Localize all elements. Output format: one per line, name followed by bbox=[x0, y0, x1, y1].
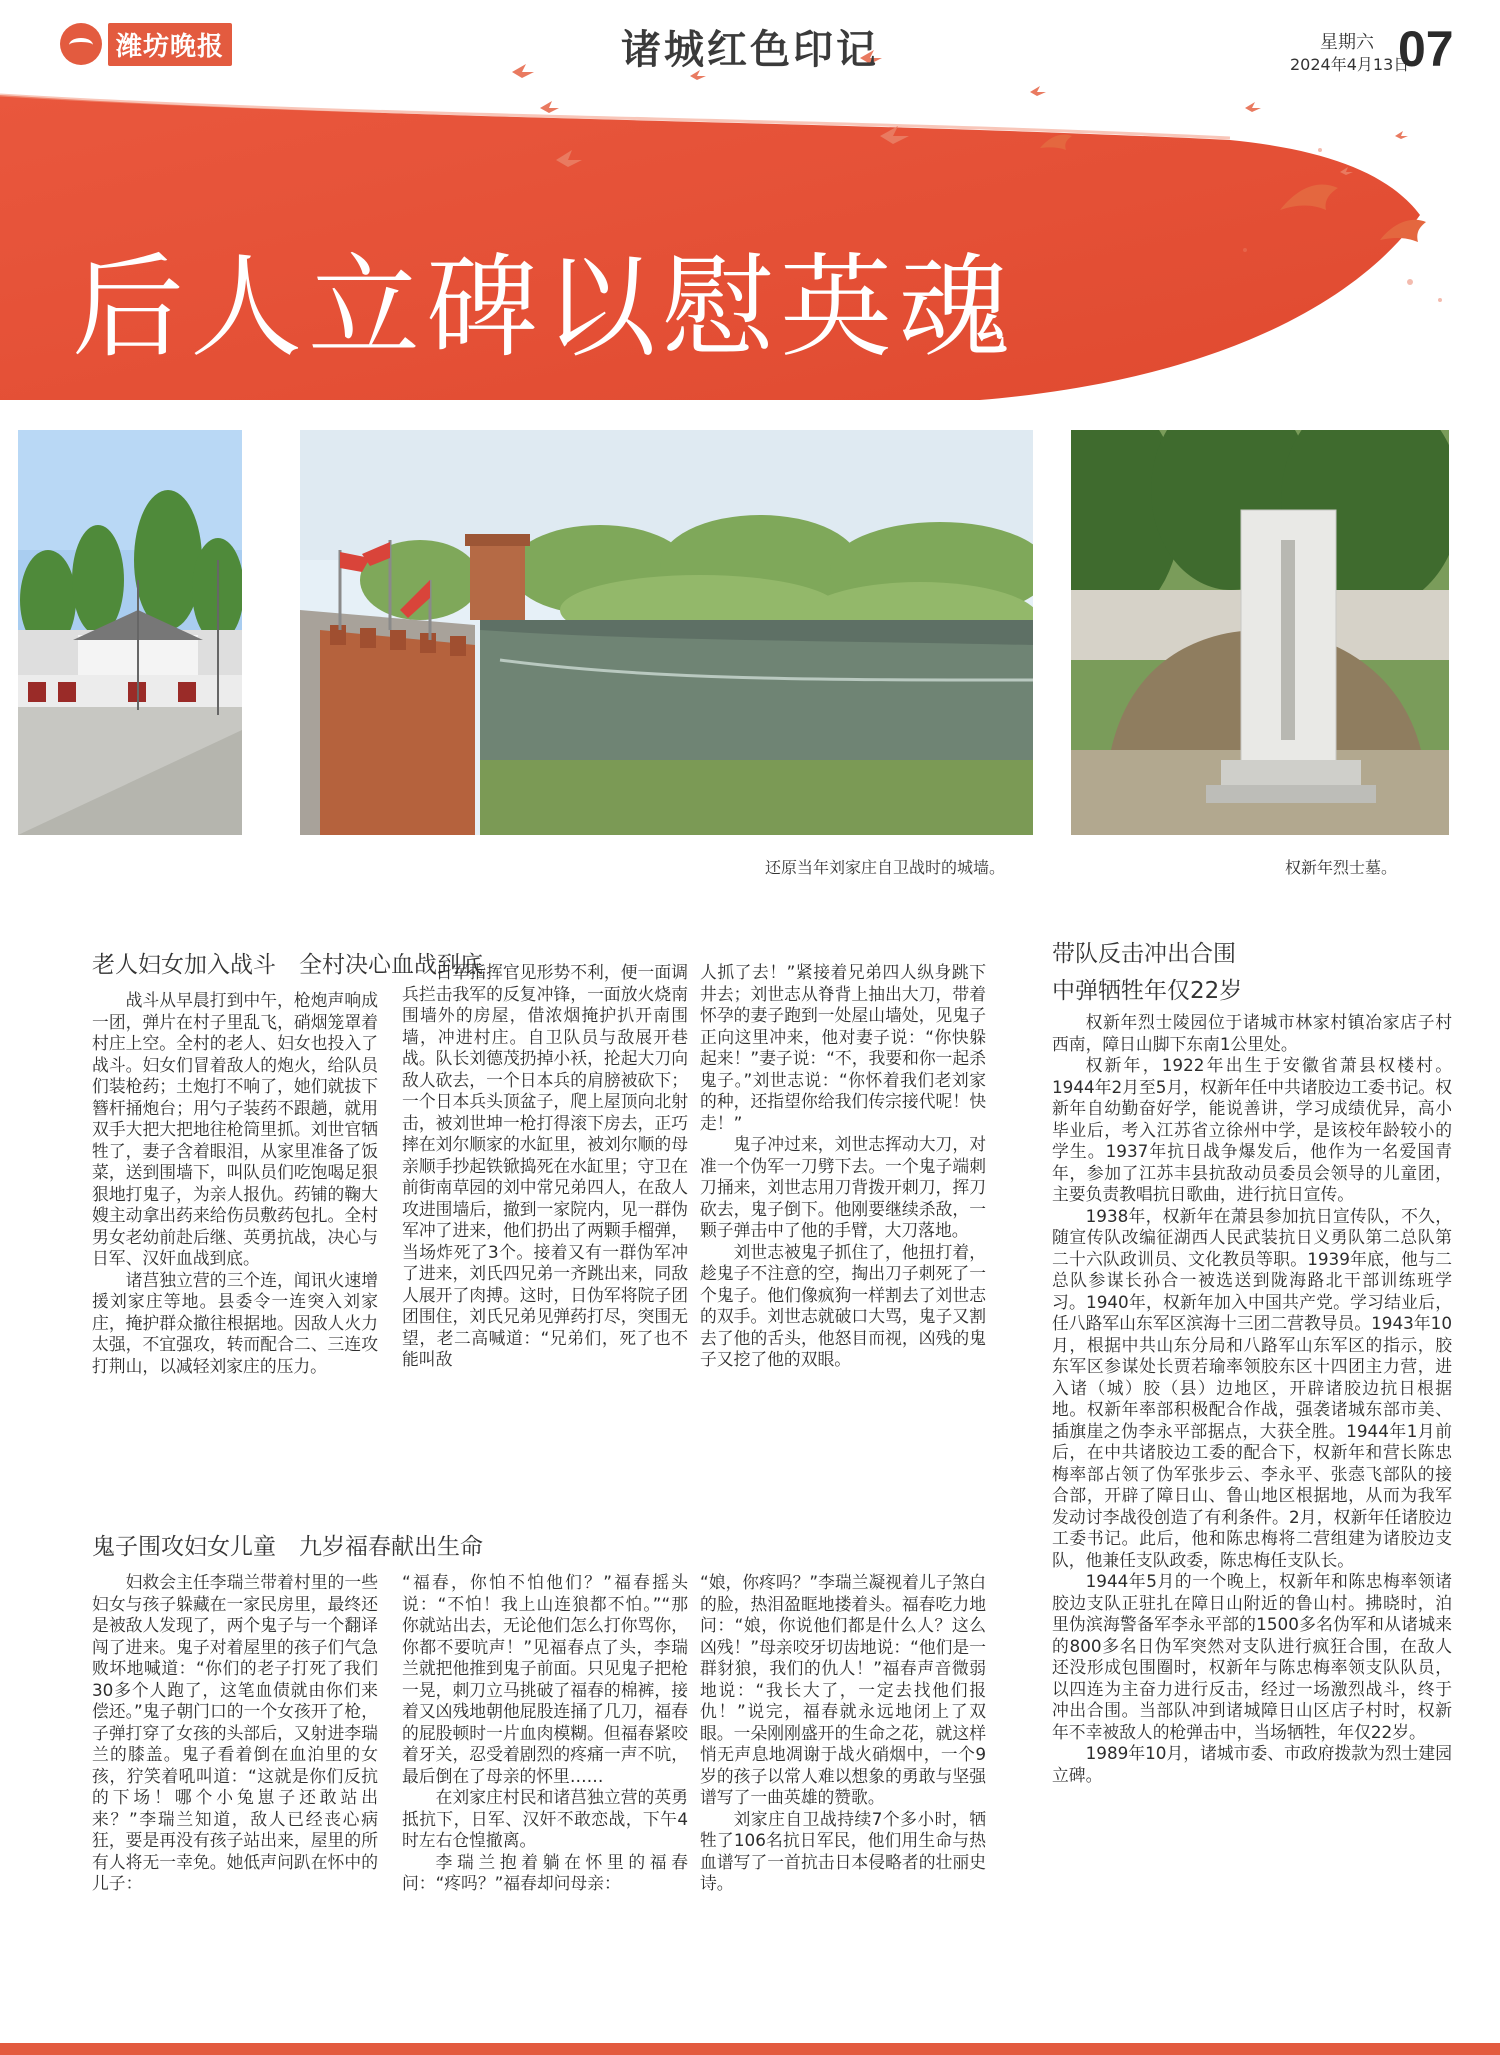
article3-column bbox=[1052, 1012, 1452, 2032]
article1-paragraph: 鬼子冲过来，刘世志挥动大刀，对准一个伪军一刀劈下去。一个鬼子端刺刀捅来，刘世志用刀背拨开刺刀，挥刀砍去，鬼子倒下。他刚要继续杀敌，一颗子弹击中了他的手臂，大刀落地。 bbox=[700, 1134, 986, 1240]
article2-column-2 bbox=[402, 1572, 688, 1992]
section-title: 诸城红色印记 bbox=[621, 27, 879, 73]
memorial-stele-photo bbox=[1071, 430, 1449, 835]
issue-date: 2024年4月13日 bbox=[1290, 55, 1410, 74]
page-header bbox=[0, 0, 1500, 420]
fortress-wall-pond-photo bbox=[300, 430, 1033, 835]
article1-paragraph: 诸莒独立营的三个连，闻讯火速增援刘家庄等地。县委令一连突入刘家庄，掩护群众撤往根据地。因敌人火力太强，不宜强攻，转而配合二、三连攻打荆山，以减轻刘家庄的压力。 bbox=[92, 1269, 378, 1376]
memorial-stele-photo-icon bbox=[1071, 430, 1449, 835]
article2-paragraph: 李瑞兰抱着躺在怀里的福春问：“疼吗？”福春却问母亲： bbox=[402, 1851, 688, 1893]
article3-paragraph: 权新年烈士陵园位于诸城市林家村镇冶家店子村西南，障日山脚下东南1公里处。 bbox=[1052, 1012, 1452, 1054]
article3-paragraph: 1944年5月的一个晚上，权新年和陈忠梅率领诸胶边支队正驻扎在障日山附近的鲁山村。拂晓时，泊里伪滨海警备军李永平部的1500多名伪军和从诸城来的800多名日伪军突然对支队进行疯狂合围，在敌人还没形成包围圈时，权新年与陈忠梅率领支队队员，以四连为主奋力进行反击，经过一场激烈战斗，终于冲出合围。当部队冲到诸城障日山区店子村时，权新年不幸被敌人的枪弹击中，当场牺牲，年仅22岁。 bbox=[1052, 1571, 1452, 1742]
article1-paragraph: 刘世志被鬼子抓住了，他扭打着，趁鬼子不注意的空，掏出刀子刺死了一个鬼子。他们像疯狗一样割去了刘世志的双手。刘世志就破口大骂，鬼子又割去了他的舌头，他怒目而视，凶残的鬼子又挖了他的双眼。 bbox=[700, 1241, 986, 1369]
article3-paragraph: 1989年10月，诸城市委、市政府拨款为烈士建园立碑。 bbox=[1052, 1743, 1452, 1785]
article1-column-1 bbox=[92, 990, 378, 1490]
article3-paragraph: 1938年，权新年在萧县参加抗日宣传队，不久，随宣传队改编征湖西人民武装抗日义勇队第二总队第二十六队政训员、文化教员等职。1939年底，他与二总队参谋长孙合一被选送到陇海路北干部训练班学习。1940年，权新年加入中国共产党。学习结业后，任八路军山东军区滨海十三团二营教导员。1943年10月，根据中共山东分局和八路军山东军区的指示，胶东军区参谋处长贾若瑜率领胶东区十四团主力营，进入诸（城）胶（县）边地区，开辟诸胶边抗日根据地。权新年率部积极配合作战，强袭诸城东部市美、插旗崖之伪李永平部据点，大获全胜。1944年1月前后，在中共诸胶边工委的配合下，权新年和营长陈忠梅率部占领了伪军张步云、李永平、张悫飞部队的接合部，开辟了障日山、鲁山地区根据地，从而为我军发动讨李战役创造了有利条件。2月，权新年任诸胶边工委书记。此后，他和陈忠梅将二营组建为诸胶边支队，他兼任支队政委，陈忠梅任支队长。 bbox=[1052, 1205, 1452, 1570]
article2-subtitle: 鬼子围攻妇女儿童 九岁福春献出生命 bbox=[92, 1534, 483, 1560]
wall-photo-caption: 还原当年刘家庄自卫战时的城墙。 bbox=[765, 858, 1006, 877]
bottom-color-bar bbox=[0, 2043, 1500, 2055]
newspaper-name: 潍坊晚报 bbox=[108, 23, 232, 66]
article3-paragraph: 权新年，1922年出生于安徽省萧县权楼村。1944年2月至5月，权新年任中共诸胶边工委书记。权新年自幼勤奋好学，能说善讲，学习成绩优异，高小毕业后，考入江苏省立徐州中学，是该校年龄较小的学生。1937年抗日战争爆发后，他作为一名爱国青年，参加了江苏丰县抗敌动员委员会领导的儿童团，主要负责教唱抗日歌曲，进行抗日宣传。 bbox=[1052, 1055, 1452, 1204]
article2-paragraph: 刘家庄自卫战持续7个多小时，牺牲了106名抗日军民，他们用生命与热血谱写了一首抗击日本侵略者的壮丽史诗。 bbox=[700, 1808, 986, 1893]
article2-paragraph: “娘，你疼吗？”李瑞兰凝视着儿子煞白的脸，热泪盈眶地搂着头。福春吃力地问：“娘，你说他们都是什么人？这么凶残！”母亲咬牙切齿地说：“他们是一群豺狼，我们的仇人！”福春声音微弱地说：“我长大了，一定去找他们报仇！”说完，福春就永远地闭上了双眼。一朵刚刚盛开的生命之花，就这样悄无声息地凋谢于战火硝烟中，一个9岁的孩子以常人难以想象的勇敢与坚强谱写了一曲英雄的赞歌。 bbox=[700, 1572, 986, 1807]
article2-column-3 bbox=[700, 1572, 986, 1992]
article1-subtitle: 老人妇女加入战斗 全村决心血战到底 bbox=[92, 952, 483, 978]
article1-column-3 bbox=[700, 962, 986, 1490]
issue-weekday: 星期六 bbox=[1320, 32, 1374, 53]
fortress-wall-pond-photo-icon bbox=[300, 430, 1033, 835]
newspaper-logo-icon bbox=[60, 23, 102, 65]
village-street-photo-icon bbox=[18, 430, 242, 835]
page-number: 07 bbox=[1398, 21, 1454, 77]
article1-paragraph: 人抓了去！”紧接着兄弟四人纵身跳下井去；刘世志从脊背上抽出大刀，带着怀孕的妻子跑到一处屋山墙处，见鬼子正向这里冲来，他对妻子说：“你快躲起来！”妻子说：“不，我要和你一起杀鬼子。”刘世志说：“你怀着我们老刘家的种，还指望你给我们传宗接代呢！快走！” bbox=[700, 962, 986, 1133]
article1-paragraph: 日军指挥官见形势不利，便一面调兵拦击我军的反复冲锋，一面放火烧南围墙外的房屋，借浓烟掩护扒开南围墙，冲进村庄。自卫队员与敌展开巷战。队长刘德茂扔掉小袄，抡起大刀向敌人砍去，一个日本兵的肩膀被砍下；一个日本兵头顶盆子，爬上屋顶向北射击，被刘世坤一枪打得滚下房去，正巧摔在刘尔顺家的水缸里，被刘尔顺的母亲顺手抄起铁锨捣死在水缸里；守卫在前街南草园的刘中常兄弟四人，在敌人攻进围墙后，撤到一家院内，见一群伪军冲了进来，他们扔出了两颗手榴弹，当场炸死了3个。接着又有一群伪军冲了进来，刘氏四兄弟一齐跳出来，同敌人展开了肉搏。这时，日伪军将院子团团围住，刘氏兄弟见弹药打尽，突围无望，老二高喊道：“兄弟们，死了也不能叫敌 bbox=[402, 962, 688, 1369]
village-street-photo bbox=[18, 430, 242, 835]
tomb-photo-caption: 权新年烈士墓。 bbox=[1285, 858, 1398, 877]
article3-subtitle-line2: 中弹牺牲年仅22岁 bbox=[1052, 978, 1243, 1004]
article2-paragraph: 在刘家庄村民和诸莒独立营的英勇抵抗下，日军、汉奸不敢恋战，下午4时左右仓惶撤离。 bbox=[402, 1787, 688, 1850]
newspaper-logo bbox=[60, 20, 232, 68]
article1-paragraph: 战斗从早晨打到中午，枪炮声响成一团，弹片在村子里乱飞，硝烟笼罩着村庄上空。全村的老人、妇女也投入了战斗。妇女们冒着敌人的炮火，给队员们装枪药；土炮打不响了，她们就拔下簪杆捅炮台；用勺子装药不跟趟，就用双手大把大把地往枪筒里抓。刘世官牺牲了，妻子含着眼泪，从家里准备了饭菜，送到围墙下，叫队员们吃饱喝足狠狠地打鬼子，为亲人报仇。药铺的鞠大嫂主动拿出药来给伤员敷药包扎。全村男女老幼前赴后继、英勇抗战，决心与日军、汉奸血战到底。 bbox=[92, 990, 378, 1268]
page-headline: 后人立碑以慰英魂 bbox=[72, 243, 1016, 373]
article2-paragraph: 妇救会主任李瑞兰带着村里的一些妇女与孩子躲藏在一家民房里，最终还是被敌人发现了，两个鬼子与一个翻译闯了进来。鬼子对着屋里的孩子们气急败坏地喊道：“你们的老子打死了我们30多个人跑了，这笔血债就由你们来偿还。”鬼子朝门口的一个女孩开了枪，子弹打穿了女孩的头部后，又射进李瑞兰的膝盖。鬼子看着倒在血泊里的女孩，狞笑着吼叫道：“这就是你们反抗的下场！哪个小兔崽子还敢站出来？”李瑞兰知道，敌人已经丧心病狂，要是再没有孩子站出来，屋里的所有人将无一幸免。她低声问趴在怀中的儿子： bbox=[92, 1572, 378, 1893]
article2-column-1 bbox=[92, 1572, 378, 1992]
article1-column-2 bbox=[402, 962, 688, 1490]
article3-subtitle-line1: 带队反击冲出合围 bbox=[1052, 941, 1236, 967]
article2-paragraph: “福春，你怕不怕他们？”福春摇头说：“不怕！我上山连狼都不怕。”“那你就站出去，无论他们怎么打你骂你，你都不要吭声！”见福春点了头，李瑞兰就把他推到鬼子前面。只见鬼子把枪一晃，刺刀立马挑破了福春的棉裤，接着又凶残地朝他屁股连捅了几刀，福春的屁股顿时一片血肉模糊。但福春紧咬着牙关，忍受着剧烈的疼痛一声不吭，最后倒在了母亲的怀里…… bbox=[402, 1572, 688, 1786]
